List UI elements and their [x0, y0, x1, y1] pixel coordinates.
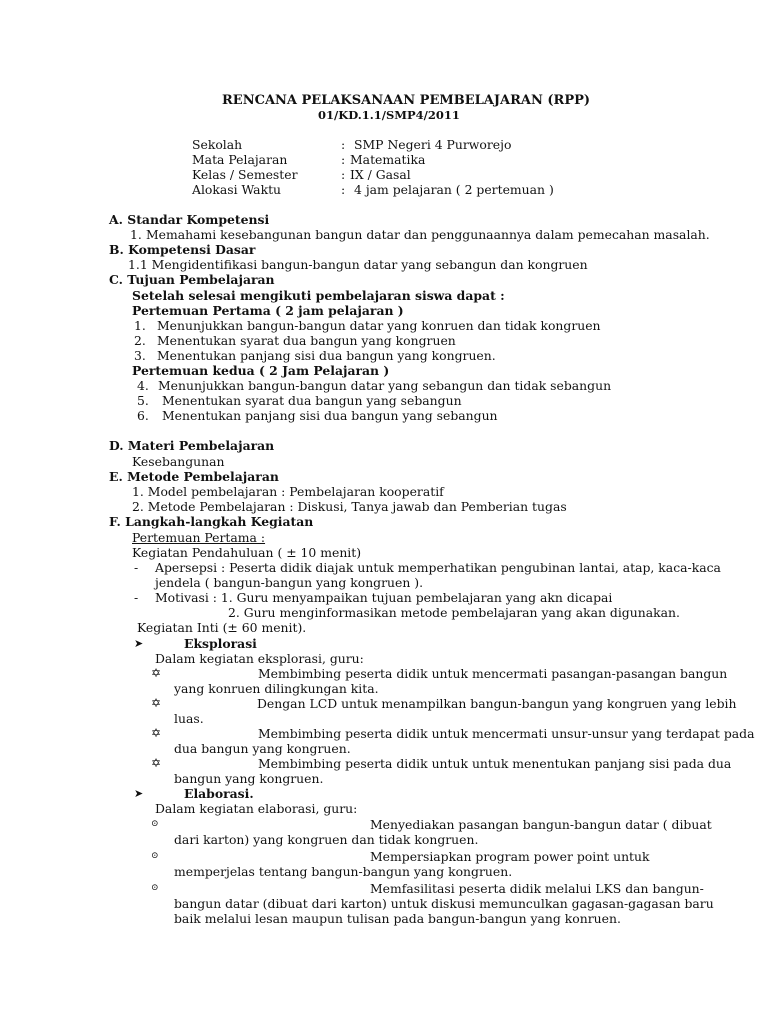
elaboration-heading: Elaborasi. [184, 786, 254, 801]
circle-bullet-icon: ⊙ [151, 883, 159, 893]
identity-label-sekolah: Sekolah [192, 137, 243, 152]
section-b-item: 1.1 Mengidentifikasi bangun-bangun datar yang sebangun dan kongruen [128, 257, 588, 272]
identity-value-kelas: IX / Gasal [350, 167, 411, 182]
identity-value-sekolah: SMP Negeri 4 Purworejo [354, 137, 512, 152]
exploration-item-cont: yang konruen dilingkungan kita. [174, 681, 379, 696]
exploration-item-cont: dua bangun yang kongruen. [174, 741, 351, 756]
section-a-heading: A. Standar Kompetensi [109, 212, 270, 227]
elaboration-item: Mempersiapkan program power point untuk [370, 849, 650, 864]
section-e-item: 1. Model pembelajaran : Pembelajaran kooperatif [132, 484, 444, 499]
elaboration-item-cont: memperjelas tentang bangun-bangun yang kongruen. [174, 864, 513, 879]
elaboration-intro: Dalam kegiatan elaborasi, guru: [155, 801, 358, 816]
exploration-item: Membimbing peserta didik untuk untuk menentukan panjang sisi pada dua [258, 756, 732, 771]
section-b-heading: B. Kompetensi Dasar [109, 242, 256, 257]
motivasi-text-cont: 2. Guru menginformasikan metode pembelajaran yang akan digunakan. [228, 605, 680, 620]
elaboration-item: Menyediakan pasangan bangun-bangun datar ( dibuat [370, 817, 712, 832]
section-e-item: 2. Metode Pembelajaran : Diskusi, Tanya jawab dan Pemberian tugas [132, 499, 567, 514]
section-f-meeting-1: Pertemuan Pertama : [132, 530, 266, 545]
motivasi-dash: - [134, 590, 139, 605]
elaboration-item: Memfasilitasi peserta didik melalui LKS dan bangun- [370, 881, 704, 896]
objective-text: Menentukan panjang sisi dua bangun yang kongruen. [157, 348, 496, 363]
exploration-item-cont: bangun yang kongruen. [174, 771, 324, 786]
circle-bullet-icon: ⊙ [151, 851, 159, 861]
circle-bullet-icon: ⊙ [151, 819, 159, 829]
objective-text: Menentukan syarat dua bangun yang kongruen [157, 333, 456, 348]
document-title: RENCANA PELAKSANAAN PEMBELAJARAN (RPP) [222, 93, 591, 108]
objective-text: Menentukan panjang sisi dua bangun yang sebangun [162, 408, 498, 423]
exploration-item: Dengan LCD untuk menampilkan bangun-bangun yang kongruen yang lebih [257, 696, 737, 711]
identity-sep-sekolah: : [341, 137, 346, 152]
star-bullet-icon: ✡ [151, 756, 162, 770]
motivasi-text: Motivasi : 1. Guru menyampaikan tujuan pembelajaran yang akn dicapai [155, 590, 613, 605]
apersepsi-dash: - [134, 560, 139, 575]
objective-number: 2. [134, 333, 146, 348]
section-a-item: Memahami kesebangunan bangun datar dan penggunaannya dalam pemecahan masalah. [146, 227, 710, 242]
section-e-heading: E. Metode Pembelajaran [109, 469, 279, 484]
identity-label-kelas: Kelas / Semester [192, 167, 298, 182]
document-code: 01/KD.1.1/SMP4/2011 [318, 108, 460, 122]
objective-number: 3. [134, 348, 146, 363]
identity-value-alokasi: 4 jam pelajaran ( 2 pertemuan ) [354, 182, 554, 197]
identity-value-mapel: Matematika [350, 152, 426, 167]
star-bullet-icon: ✡ [151, 696, 162, 710]
section-a-item-number: 1. [130, 227, 142, 242]
objective-text: Menentukan syarat dua bangun yang sebangun [162, 393, 462, 408]
arrow-marker-icon: ➤ [134, 637, 144, 650]
exploration-intro: Dalam kegiatan eksplorasi, guru: [155, 651, 364, 666]
objective-number: 1. [134, 318, 146, 333]
objective-number: 4. [137, 378, 149, 393]
identity-label-alokasi: Alokasi Waktu [192, 182, 282, 197]
identity-sep-mapel: : [341, 152, 346, 167]
identity-sep-kelas: : [341, 167, 346, 182]
exploration-item: Membimbing peserta didik untuk mencermati unsur-unsur yang terdapat pada [258, 726, 755, 741]
apersepsi-text-cont: jendela ( bangun-bangun yang kongruen ). [155, 575, 424, 590]
section-c-meeting-2: Pertemuan kedua ( 2 Jam Pelajaran ) [132, 363, 390, 378]
exploration-item-cont: luas. [174, 711, 204, 726]
objective-number: 6. [137, 408, 149, 423]
section-c-heading: C. Tujuan Pembelajaran [109, 272, 275, 287]
section-c-intro: Setelah selesai mengikuti pembelajaran siswa dapat : [132, 288, 505, 303]
identity-sep-alokasi: : [341, 182, 346, 197]
section-f-heading: F. Langkah-langkah Kegiatan [109, 514, 314, 529]
elaboration-item-cont: bangun datar (dibuat dari karton) untuk diskusi memunculkan gagasan-gagasan baru [174, 896, 714, 911]
star-bullet-icon: ✡ [151, 666, 162, 680]
objective-text: Menunjukkan bangun-bangun datar yang sebangun dan tidak sebangun [158, 378, 612, 393]
section-d-item: Kesebangunan [132, 454, 225, 469]
section-c-meeting-1: Pertemuan Pertama ( 2 jam pelajaran ) [132, 303, 404, 318]
exploration-item: Membimbing peserta didik untuk mencermati pasangan-pasangan bangun [258, 666, 728, 681]
objective-text: Menunjukkan bangun-bangun datar yang konruen dan tidak kongruen [157, 318, 601, 333]
apersepsi-text: Apersepsi : Peserta didik diajak untuk memperhatikan pengubinan lantai, atap, kaca-kaca [155, 560, 721, 575]
elaboration-item-cont: dari karton) yang kongruen dan tidak kongruen. [174, 832, 479, 847]
star-bullet-icon: ✡ [151, 726, 162, 740]
elaboration-item-cont: baik melalui lesan maupun tulisan pada bangun-bangun yang konruen. [174, 911, 621, 926]
intro-activity-heading: Kegiatan Pendahuluan ( ± 10 menit) [132, 545, 362, 560]
objective-number: 5. [137, 393, 149, 408]
exploration-heading: Eksplorasi [184, 636, 257, 651]
core-activity-heading: Kegiatan Inti (± 60 menit). [137, 620, 307, 635]
arrow-marker-icon: ➤ [134, 787, 144, 800]
identity-label-mapel: Mata Pelajaran [192, 152, 288, 167]
section-d-heading: D. Materi Pembelajaran [109, 438, 275, 453]
